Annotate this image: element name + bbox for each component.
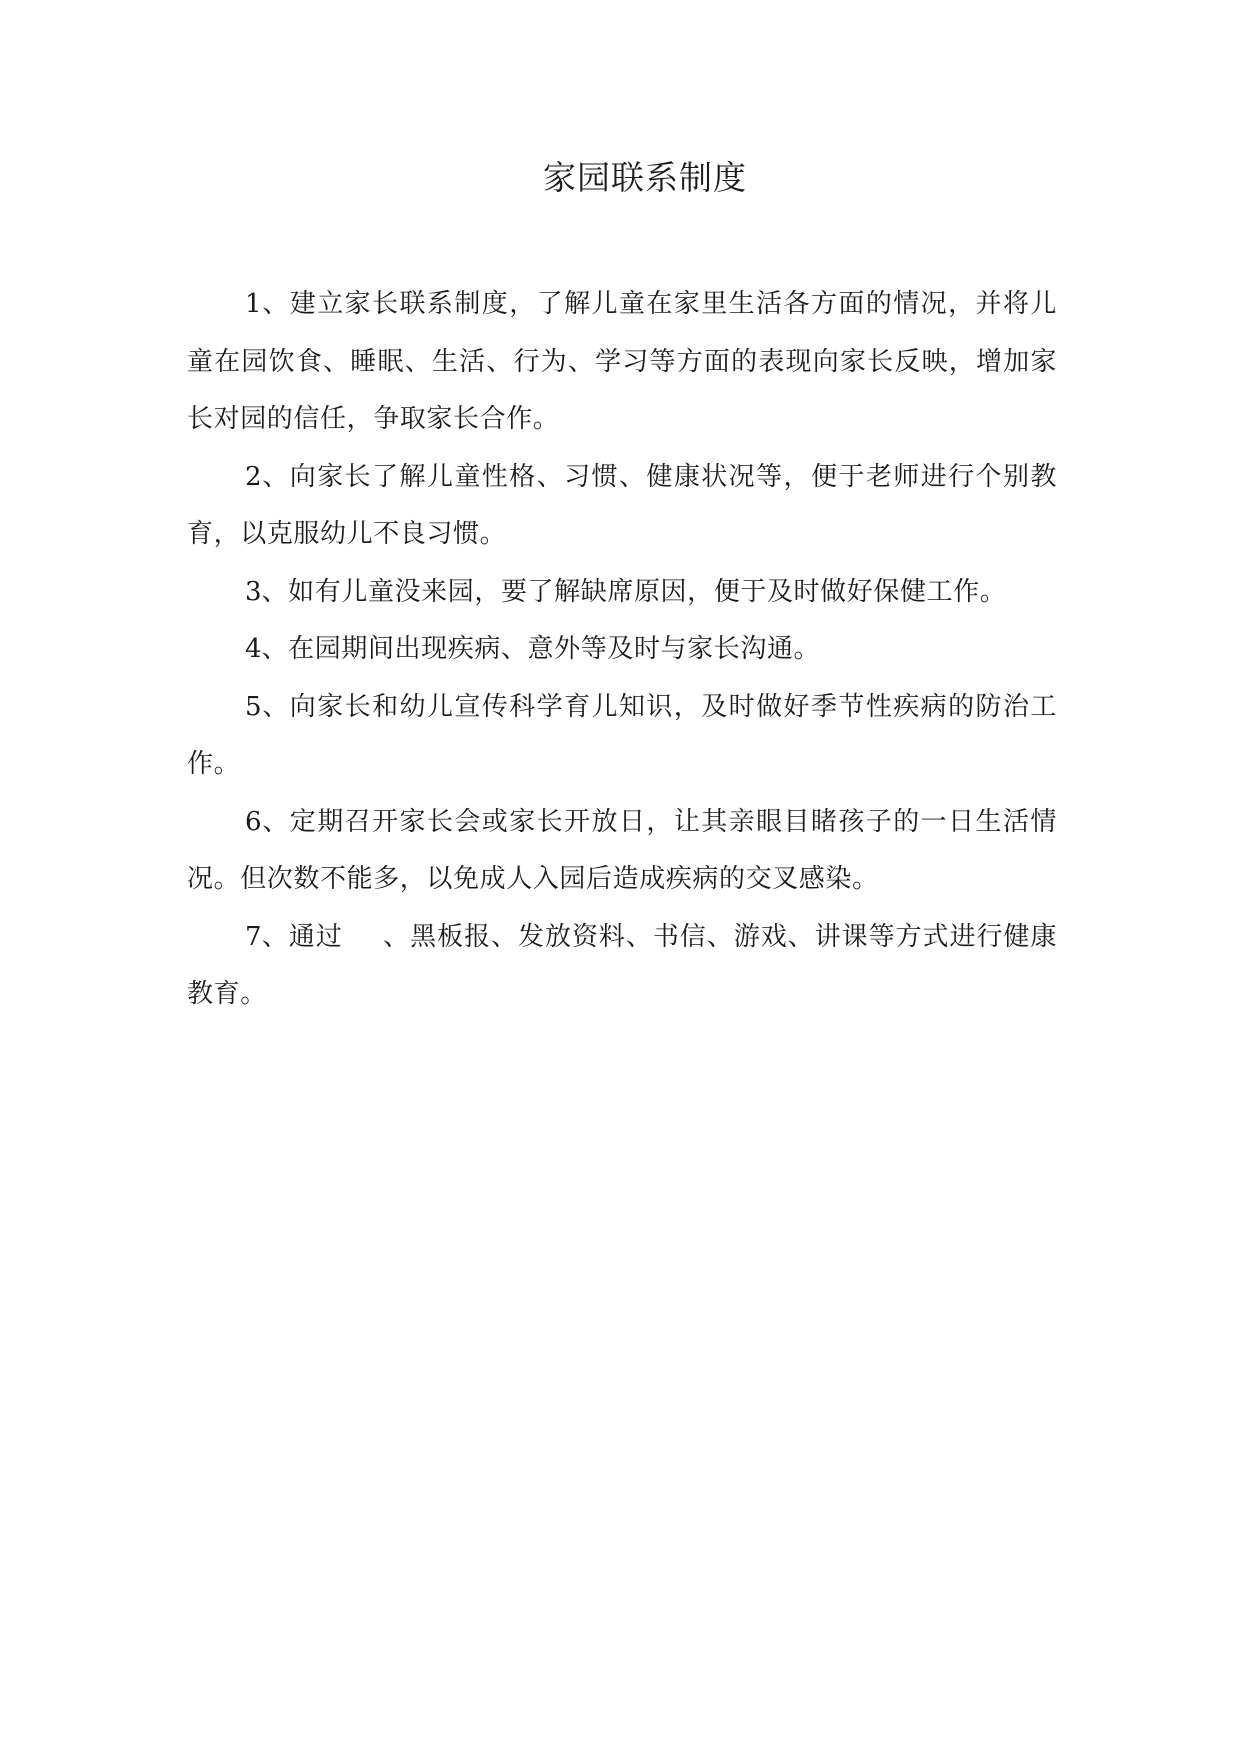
paragraph-text: 、如有儿童没来园，要了解缺席原因，便于及时做好保健工作。: [261, 576, 1007, 607]
paragraph-text: 、在园期间出现疾病、意外等及时与家长沟通。: [261, 634, 821, 664]
paragraph-4: [187, 621, 1057, 679]
paragraph-number: 6: [245, 806, 262, 837]
paragraph-2: [187, 449, 1057, 564]
paragraph-text: 、建立家长联系制度，了解儿童在家里生活各方面的情况，并将儿童在园饮食、睡眠、生活、行为、学习等方面的表现向家长反映，增加家长对园的信任，争取家长合作。: [187, 289, 1057, 434]
paragraph-7: [187, 909, 1057, 1024]
paragraph-text: 、定期召开家长会或家长开放日，让其亲眼目睹孩子的一日生活情况。但次数不能多，以免成人入园后造成疾病的交叉感染。: [187, 806, 1057, 894]
paragraph-text: 、向家长和幼儿宣传科学育儿知识，及时做好季节性疾病的防治工作。: [187, 691, 1057, 779]
paragraph-3: [187, 564, 1057, 622]
paragraph-number: 3: [245, 576, 262, 607]
document-title: 家园联系制度: [543, 158, 747, 197]
paragraph-number: 1: [245, 289, 262, 319]
paragraph-text-after-gap: 、黑板报、发放资料、书信、游戏、讲课等方式进行健康教育。: [187, 921, 1057, 1009]
paragraph-number: 4: [245, 634, 262, 664]
paragraph-5: [187, 679, 1057, 794]
paragraph-number: 5: [245, 691, 262, 722]
paragraph-6: [187, 794, 1057, 909]
paragraph-text-before-gap: 、通过: [261, 921, 343, 952]
document-body: [187, 276, 1057, 1024]
paragraph-text: 、向家长了解儿童性格、习惯、健康状况等，便于老师进行个别教育，以克服幼儿不良习惯。: [187, 461, 1057, 549]
paragraph-1: [187, 276, 1057, 449]
paragraph-number: 7: [245, 921, 262, 952]
paragraph-number: 2: [245, 461, 262, 492]
